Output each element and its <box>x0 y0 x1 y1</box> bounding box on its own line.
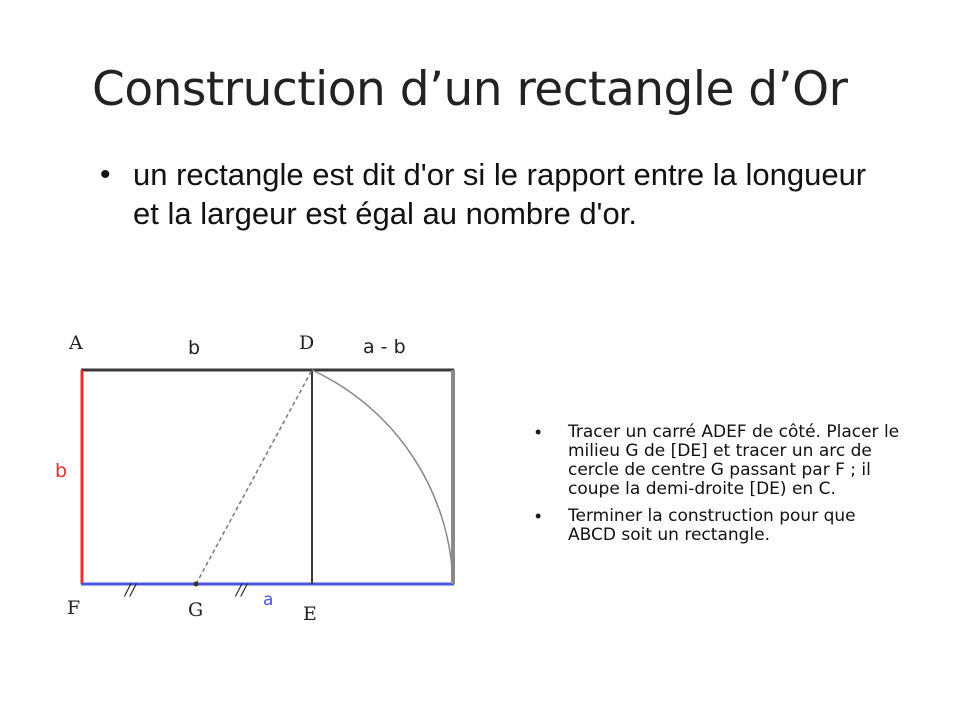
dashed-gd <box>196 370 312 584</box>
bullet-dot: • <box>535 422 542 442</box>
label-a-minus-b: a - b <box>363 336 406 358</box>
label-a-bottom: a <box>263 590 274 610</box>
instruction-text: Tracer un carré ADEF de côté. Placer le milieu G de [DE] et tracer un arc de cercle de centre G passant par F ; il coupe la demi-droite [DE) en C. <box>568 422 900 499</box>
label-b-left: b <box>55 460 68 482</box>
main-bullet-text: un rectangle est dit d'or si le rapport entre la longueur et la largeur est égal au nombre d'or. <box>133 157 867 231</box>
bullet-dot: • <box>535 506 542 526</box>
label-b-top: b <box>188 337 201 359</box>
label-e: E <box>303 603 317 625</box>
arc-dc <box>312 370 453 584</box>
tick-mark-left: // <box>125 580 136 599</box>
instruction-text: Terminer la construction pour que ABCD soit un rectangle. <box>568 506 856 545</box>
point-g <box>194 582 199 587</box>
label-d: D <box>299 332 315 354</box>
slide-title: Construction d’un rectangle d’Or <box>92 62 848 117</box>
bullet-dot: • <box>100 158 111 191</box>
golden-rectangle-figure <box>55 325 475 625</box>
label-g: G <box>188 599 204 621</box>
instructions-list <box>535 423 905 553</box>
tick-mark-right: // <box>236 580 247 599</box>
label-a: A <box>69 332 83 354</box>
label-f: F <box>67 597 81 619</box>
instruction-item <box>535 423 905 499</box>
instruction-item <box>535 507 905 545</box>
